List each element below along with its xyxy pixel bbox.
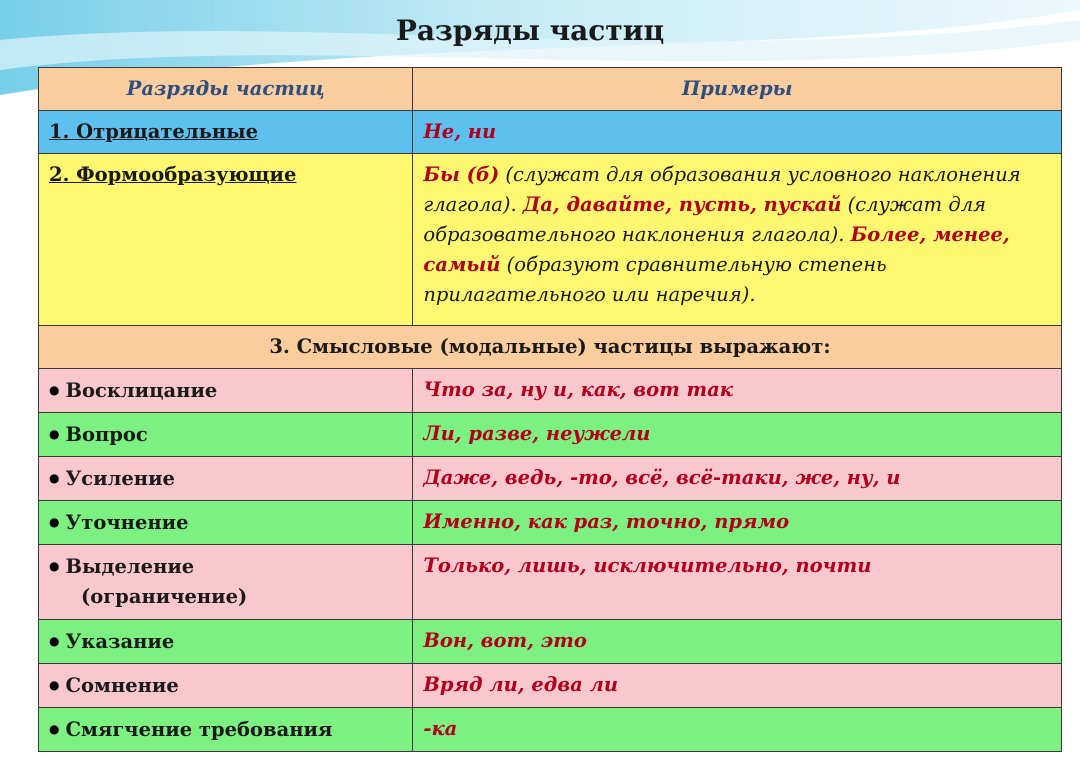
bullet-icon: ● — [49, 427, 60, 441]
example-description: (служат для образовательного наклонения глагола). — [423, 193, 987, 246]
table-row — [39, 154, 1062, 326]
particles-table — [38, 67, 1062, 752]
examples-text: Вон, вот, это — [423, 629, 587, 652]
example-description: (служат для образования условного наклонения глагола). — [423, 163, 1021, 216]
category-label: Усиление — [65, 467, 175, 490]
examples-text: Даже, ведь, -то, всё, всё-таки, же, ну, и — [423, 466, 901, 489]
table-row — [39, 457, 1062, 501]
category-label: Сомнение — [65, 674, 179, 697]
modal-section-header: 3. Смысловые (модальные) частицы выражают: — [39, 326, 1062, 369]
page-title: Разряды частиц — [395, 14, 665, 47]
example-particles: Да, давайте, пусть, пускай — [522, 193, 842, 216]
category-label-line2: (ограничение) — [81, 585, 248, 608]
examples-text: Только, лишь, исключительно, почти — [423, 554, 872, 577]
table-row — [39, 413, 1062, 457]
bullet-icon: ● — [49, 559, 60, 573]
bullet-icon: ● — [49, 515, 60, 529]
table-row — [39, 545, 1062, 620]
category-label: Выделение — [65, 555, 195, 578]
table-row — [39, 620, 1062, 664]
category-label: Смягчение требования — [65, 718, 333, 741]
example-particles: Более, менее, самый — [423, 223, 1010, 276]
bullet-icon: ● — [49, 471, 60, 485]
category-label: 1. Отрицательные — [49, 120, 259, 143]
table-row — [39, 664, 1062, 708]
table-row — [39, 369, 1062, 413]
examples-text — [413, 154, 1062, 326]
example-particles: Бы (б) — [423, 163, 500, 186]
examples-text: Именно, как раз, точно, прямо — [423, 510, 790, 533]
table-header-row — [39, 68, 1062, 111]
category-label: Вопрос — [65, 423, 148, 446]
table-row — [39, 708, 1062, 752]
table-row — [39, 501, 1062, 545]
table-row — [39, 111, 1062, 154]
bullet-icon: ● — [49, 634, 60, 648]
examples-text: Вряд ли, едва ли — [423, 673, 619, 696]
category-label: Восклицание — [65, 379, 218, 402]
examples-text: Что за, ну и, как, вот так — [423, 378, 733, 401]
header-col-examples: Примеры — [413, 68, 1062, 111]
bullet-icon: ● — [49, 678, 60, 692]
category-label: 2. Формообразующие — [49, 163, 297, 186]
header-col-categories: Разряды частиц — [39, 68, 413, 111]
section-header-row — [39, 326, 1062, 369]
bullet-icon: ● — [49, 722, 60, 736]
category-label: Указание — [65, 630, 175, 653]
examples-text: -ка — [423, 717, 458, 740]
category-label: Уточнение — [65, 511, 189, 534]
examples-text: Ли, разве, неужели — [423, 422, 651, 445]
examples-text: Не, ни — [423, 120, 497, 143]
bullet-icon: ● — [49, 383, 60, 397]
example-description: (образуют сравнительную степень прилагательного или наречия). — [423, 253, 887, 306]
